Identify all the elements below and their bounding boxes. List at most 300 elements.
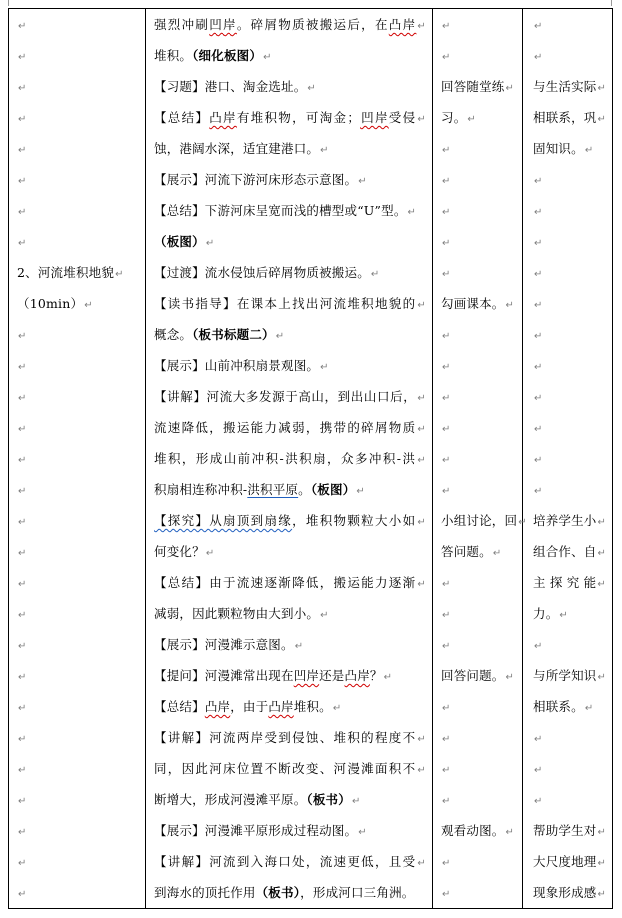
marked-text: 凸岸: [388, 17, 417, 32]
activity-text: 【提问】河漫滩常出现在: [154, 668, 294, 683]
design-intent-line: [523, 691, 612, 722]
design-intent-line-text: 与生活实际: [533, 79, 597, 94]
marked-text: 洪积平原: [247, 482, 299, 497]
teacher-activity-line: [146, 133, 432, 164]
student-activity-line: [433, 691, 522, 722]
paragraph-mark-icon: ↵: [534, 238, 543, 249]
paragraph-mark-icon: ↵: [370, 269, 380, 280]
design-intent-line: [523, 102, 612, 133]
student-activity-line-text: 答问题。: [441, 544, 492, 559]
teacher-activity-line: [146, 350, 432, 381]
paragraph-mark-icon: ↵: [442, 703, 451, 714]
student-activity-line: [433, 784, 522, 815]
paragraph-mark-icon: ↵: [442, 641, 451, 652]
activity-text: ，堆积物颗粒大小如: [292, 513, 417, 528]
paragraph-mark-icon: ↵: [442, 21, 451, 32]
teacher-activity-line: [146, 319, 432, 350]
paragraph-mark-icon: ↵: [205, 548, 215, 559]
paragraph-mark-icon: ↵: [442, 858, 451, 869]
design-intent-line: [523, 133, 612, 164]
activity-text: 。碎屑物质被搬运后，在: [236, 17, 389, 32]
marked-text: 凹岸: [293, 668, 320, 683]
paragraph-mark-icon: ↵: [442, 610, 451, 621]
design-intent-line: [523, 412, 612, 443]
paragraph-mark-icon: ↵: [584, 703, 594, 714]
design-intent-line-text: 组合作、自: [533, 544, 597, 559]
design-intent-line-text: 现象形成感: [533, 885, 597, 900]
paragraph-mark-icon: ↵: [442, 393, 451, 404]
paragraph-mark-icon: ↵: [534, 486, 543, 497]
design-intent-line: [523, 536, 612, 567]
paragraph-mark-icon: ↵: [534, 207, 543, 218]
paragraph-mark-icon: ↵: [442, 207, 451, 218]
paragraph-mark-icon: ↵: [18, 765, 27, 776]
paragraph-mark-icon: ↵: [505, 300, 515, 311]
paragraph-mark-icon: ↵: [442, 424, 451, 435]
paragraph-mark-icon: ↵: [205, 238, 215, 249]
design-intent-line: [523, 71, 612, 102]
paragraph-mark-icon: ↵: [597, 579, 606, 590]
content-line: [9, 164, 145, 195]
paragraph-mark-icon: ↵: [597, 83, 607, 94]
teacher-activity-line: [146, 536, 432, 567]
paragraph-mark-icon: ↵: [534, 269, 543, 280]
teacher-activity-line: [146, 412, 432, 443]
design-intent-line-text: 大尺度地理: [533, 854, 597, 869]
design-intent-line: [523, 753, 612, 784]
student-activity-line: [433, 598, 522, 629]
paragraph-mark-icon: ↵: [442, 765, 451, 776]
paragraph-mark-icon: ↵: [417, 21, 426, 32]
paragraph-mark-icon: ↵: [597, 672, 607, 683]
design-intent-line: [523, 40, 612, 71]
activity-text: 【总结】: [154, 699, 205, 714]
student-activity-line: [433, 381, 522, 412]
activity-text: 概念。: [154, 327, 193, 342]
design-intent-line: [523, 9, 612, 40]
board-note-text: （板图）: [310, 482, 356, 497]
board-note-text: （板书）: [306, 792, 351, 807]
paragraph-mark-icon: ↵: [505, 83, 515, 94]
paragraph-mark-icon: ↵: [18, 176, 27, 187]
paragraph-mark-icon: ↵: [18, 362, 27, 373]
teacher-activity-line: [146, 40, 432, 71]
paragraph-mark-icon: ↵: [18, 52, 27, 63]
paragraph-mark-icon: ↵: [320, 610, 329, 621]
paragraph-mark-icon: ↵: [505, 672, 515, 683]
student-activity-line: [433, 412, 522, 443]
marked-text: 凹岸: [360, 110, 389, 125]
activity-text: 【讲解】河流到入海口处，流速更低，且受: [154, 854, 417, 869]
student-activity-line: [433, 722, 522, 753]
activity-text: 【展示】山前冲积扇景观图。: [154, 358, 320, 373]
student-activity-column: [433, 9, 527, 909]
student-activity-line-text: 小组讨论，回: [441, 513, 518, 528]
paragraph-mark-icon: ↵: [18, 114, 27, 125]
content-line: [9, 753, 145, 784]
paragraph-mark-icon: ↵: [417, 517, 426, 528]
content-line: [9, 412, 145, 443]
student-activity-line: [433, 71, 522, 102]
design-intent-line: [523, 846, 612, 877]
paragraph-mark-icon: ↵: [18, 83, 27, 94]
teacher-activity-line: [146, 381, 432, 412]
content-line-text: 2、河流堆积地貌: [17, 265, 115, 280]
paragraph-mark-icon: ↵: [18, 610, 27, 621]
paragraph-mark-icon: ↵: [275, 331, 285, 342]
content-line-text: （10min）: [17, 296, 84, 311]
activity-text: 。: [298, 482, 311, 497]
student-activity-line: [433, 40, 522, 71]
paragraph-mark-icon: ↵: [534, 21, 543, 32]
lesson-plan-table: [8, 8, 613, 909]
content-line: [9, 288, 145, 319]
student-activity-line: [433, 226, 522, 257]
activity-text: 【展示】河漫滩示意图。: [154, 637, 294, 652]
content-line: [9, 71, 145, 102]
content-line: [9, 133, 145, 164]
marked-text: 凹岸: [209, 17, 237, 32]
student-activity-line: [433, 319, 522, 350]
paragraph-mark-icon: ↵: [358, 176, 367, 187]
activity-text: ，由于: [230, 699, 269, 714]
student-activity-line-text: 习。: [441, 110, 467, 125]
design-intent-line: [523, 257, 612, 288]
paragraph-mark-icon: ↵: [597, 114, 607, 125]
student-activity-line-text: 回答随堂练: [441, 79, 505, 94]
teaching-content-column: [9, 9, 146, 909]
activity-text: 堆积，形成山前冲积-洪积扇，众多冲积-洪: [154, 451, 417, 466]
paragraph-mark-icon: ↵: [351, 796, 361, 807]
activity-text: 【展示】河流下游河床形态示意图。: [154, 172, 358, 187]
paragraph-mark-icon: ↵: [18, 703, 27, 714]
paragraph-mark-icon: ↵: [263, 52, 272, 63]
design-intent-line-text: 相联系，巩: [533, 110, 597, 125]
page-corner-mark-right: [611, 0, 612, 6]
design-intent-line: [523, 381, 612, 412]
teacher-activity-column: [146, 9, 433, 909]
student-activity-line: [433, 288, 522, 319]
student-activity-line: [433, 133, 522, 164]
paragraph-mark-icon: ↵: [584, 145, 594, 156]
paragraph-mark-icon: ↵: [18, 455, 27, 466]
marked-text: 凸岸: [268, 699, 294, 714]
paragraph-mark-icon: ↵: [417, 300, 426, 311]
activity-text: 【讲解】河流大多发源于高山，到出山口后，: [154, 389, 417, 404]
activity-text: 【总结】由于流速逐渐降低，搬运能力逐渐: [154, 575, 417, 590]
paragraph-mark-icon: ↵: [597, 827, 607, 838]
teacher-activity-line: [146, 9, 432, 40]
paragraph-mark-icon: ↵: [18, 734, 27, 745]
teacher-activity-line: [146, 877, 432, 908]
activity-text: 【读书指导】在课本上找出河流堆积地貌的: [154, 296, 417, 311]
paragraph-mark-icon: ↵: [442, 889, 451, 900]
content-line: [9, 536, 145, 567]
paragraph-mark-icon: ↵: [467, 114, 476, 125]
paragraph-mark-icon: ↵: [18, 238, 27, 249]
paragraph-mark-icon: ↵: [18, 858, 27, 869]
design-intent-line: [523, 629, 612, 660]
teacher-activity-line: [146, 505, 432, 536]
paragraph-mark-icon: ↵: [417, 734, 426, 745]
design-intent-line-text: 帮助学生对: [533, 823, 597, 838]
student-activity-line: [433, 9, 522, 40]
content-line: [9, 319, 145, 350]
student-activity-line: [433, 877, 522, 908]
design-intent-line: [523, 350, 612, 381]
paragraph-mark-icon: ↵: [358, 827, 367, 838]
paragraph-mark-icon: ↵: [534, 176, 543, 187]
teacher-activity-line: [146, 102, 432, 133]
paragraph-mark-icon: ↵: [534, 455, 543, 466]
activity-text: 同，因此河床位置不断改变、河漫滩面积不: [154, 761, 417, 776]
activity-text: 何变化？: [154, 544, 205, 559]
content-line: [9, 102, 145, 133]
activity-text: 【过渡】流水侵蚀后碎屑物质被搬运。: [154, 265, 370, 280]
design-intent-line: [523, 877, 612, 908]
activity-text: 断增大，形成河漫滩平原。: [154, 792, 307, 807]
content-line: [9, 691, 145, 722]
paragraph-mark-icon: ↵: [417, 858, 426, 869]
teacher-activity-line: [146, 691, 432, 722]
content-line: [9, 226, 145, 257]
design-intent-line: [523, 815, 612, 846]
paragraph-mark-icon: ↵: [18, 796, 27, 807]
activity-text: 【总结】: [154, 110, 210, 125]
design-intent-line-text: 力。: [533, 606, 559, 621]
student-activity-line: [433, 505, 527, 536]
paragraph-mark-icon: ↵: [442, 796, 451, 807]
design-intent-line: [523, 722, 612, 753]
activity-text: 【讲解】河流两岸受到侵蚀、堆积的程度不: [154, 730, 417, 745]
paragraph-mark-icon: ↵: [18, 486, 27, 497]
design-intent-line: [523, 505, 612, 536]
teacher-activity-line: [146, 660, 432, 691]
paragraph-mark-icon: ↵: [442, 455, 451, 466]
student-activity-line: [433, 257, 522, 288]
teacher-activity-line: [146, 784, 432, 815]
paragraph-mark-icon: ↵: [18, 641, 27, 652]
paragraph-mark-icon: ↵: [534, 734, 543, 745]
paragraph-mark-icon: ↵: [534, 393, 543, 404]
activity-text: 【习题】港口、淘金选址。: [154, 79, 307, 94]
design-intent-line: [523, 195, 612, 226]
design-intent-line: [523, 226, 612, 257]
board-note-text: （板书）: [255, 885, 301, 900]
student-activity-line-text: 勾画课本。: [441, 296, 505, 311]
activity-text: 流速降低，搬运能力减弱，携带的碎屑物质: [154, 420, 417, 435]
teacher-activity-line: [146, 71, 432, 102]
paragraph-mark-icon: ↵: [559, 610, 568, 621]
paragraph-mark-icon: ↵: [383, 672, 393, 683]
content-line: [9, 195, 145, 226]
board-note-text: （板书标题二）: [192, 327, 275, 342]
paragraph-mark-icon: ↵: [492, 548, 502, 559]
paragraph-mark-icon: ↵: [18, 424, 27, 435]
paragraph-mark-icon: ↵: [534, 331, 543, 342]
teacher-activity-line: [146, 288, 432, 319]
activity-text: 受侵: [388, 110, 417, 125]
design-intent-line-text: 相联系。: [533, 699, 584, 714]
activity-text: 还是: [319, 668, 345, 683]
design-intent-line: [523, 319, 612, 350]
teacher-activity-line: [146, 753, 432, 784]
student-activity-line: [433, 846, 522, 877]
student-activity-line: [433, 164, 522, 195]
design-intent-column: [523, 9, 613, 909]
paragraph-mark-icon: ↵: [84, 300, 93, 311]
content-line: [9, 567, 145, 598]
design-intent-line: [523, 474, 612, 505]
marked-text: 凸岸: [204, 699, 231, 714]
paragraph-mark-icon: ↵: [534, 765, 543, 776]
activity-text: 【总结】下游河床呈宽而浅的槽型或“U”型。: [154, 203, 407, 218]
teacher-activity-line: [146, 567, 432, 598]
activity-text: 【展示】河漫滩平原形成过程动图。: [154, 823, 358, 838]
student-activity-line-text: 回答问题。: [441, 668, 505, 683]
content-line: [9, 660, 145, 691]
paragraph-mark-icon: ↵: [417, 455, 426, 466]
paragraph-mark-icon: ↵: [597, 858, 607, 869]
student-activity-line-text: 观看动图。: [441, 823, 505, 838]
design-intent-line: [523, 164, 612, 195]
paragraph-mark-icon: ↵: [442, 362, 451, 373]
design-intent-line: [523, 660, 612, 691]
activity-text: 积扇相连称冲积-: [154, 482, 248, 497]
content-line: [9, 257, 145, 288]
student-activity-line: [433, 629, 522, 660]
content-line: [9, 505, 145, 536]
student-activity-line: [433, 443, 522, 474]
design-intent-line-text: 培养学生小: [533, 513, 597, 528]
teacher-activity-line: [146, 846, 432, 877]
paragraph-mark-icon: ↵: [417, 765, 426, 776]
content-line: [9, 474, 145, 505]
student-activity-line: [433, 567, 522, 598]
design-intent-line: [523, 443, 612, 474]
paragraph-mark-icon: ↵: [115, 269, 124, 280]
paragraph-mark-icon: ↵: [417, 114, 426, 125]
paragraph-mark-icon: ↵: [320, 145, 329, 156]
teacher-activity-line: [146, 443, 432, 474]
teacher-activity-line: [146, 257, 432, 288]
marked-text: 【探究】从扇顶到扇缘: [154, 513, 293, 528]
activity-text: 强烈冲刷: [154, 17, 210, 32]
student-activity-line: [433, 753, 522, 784]
marked-text: 凸岸: [344, 668, 370, 683]
paragraph-mark-icon: ↵: [534, 362, 543, 373]
student-activity-line: [433, 815, 522, 846]
design-intent-line-text: 固知识。: [533, 141, 584, 156]
paragraph-mark-icon: ↵: [534, 424, 543, 435]
paragraph-mark-icon: ↵: [442, 269, 451, 280]
paragraph-mark-icon: ↵: [18, 331, 27, 342]
paragraph-mark-icon: ↵: [294, 641, 304, 652]
paragraph-mark-icon: ↵: [442, 176, 451, 187]
paragraph-mark-icon: ↵: [518, 517, 527, 528]
activity-text: ，形成河口三角洲。: [300, 885, 415, 900]
content-line: [9, 381, 145, 412]
paragraph-mark-icon: ↵: [442, 734, 451, 745]
paragraph-mark-icon: ↵: [18, 548, 27, 559]
board-note-text: （细化板图）: [192, 48, 263, 63]
content-line: [9, 40, 145, 71]
paragraph-mark-icon: ↵: [597, 517, 607, 528]
teacher-activity-line: [146, 226, 432, 257]
paragraph-mark-icon: ↵: [18, 889, 27, 900]
student-activity-line: [433, 474, 522, 505]
paragraph-mark-icon: ↵: [534, 52, 543, 63]
student-activity-line: [433, 350, 522, 381]
content-line: [9, 629, 145, 660]
lesson-plan-row: [9, 9, 613, 909]
paragraph-mark-icon: ↵: [534, 796, 543, 807]
content-line: [9, 877, 145, 908]
student-activity-line: [433, 660, 522, 691]
paragraph-mark-icon: ↵: [442, 579, 451, 590]
design-intent-line-text: 与所学知识: [533, 668, 597, 683]
paragraph-mark-icon: ↵: [417, 393, 426, 404]
page-corner-mark-left: [8, 0, 9, 6]
content-line: [9, 722, 145, 753]
paragraph-mark-icon: ↵: [417, 579, 426, 590]
design-intent-line-text: 主 探 究 能: [533, 575, 597, 590]
design-intent-line: [523, 288, 612, 319]
paragraph-mark-icon: ↵: [18, 517, 27, 528]
content-line: [9, 846, 145, 877]
activity-text: 堆积。: [293, 699, 332, 714]
paragraph-mark-icon: ↵: [18, 579, 27, 590]
paragraph-mark-icon: ↵: [442, 145, 451, 156]
board-note-text: （板图）: [154, 234, 205, 249]
activity-text: 堆积。: [154, 48, 193, 63]
paragraph-mark-icon: ↵: [332, 703, 342, 714]
student-activity-line: [433, 102, 522, 133]
student-activity-line: [433, 536, 522, 567]
paragraph-mark-icon: ↵: [442, 486, 451, 497]
activity-text: 蚀，港阔水深，适宜建港口。: [154, 141, 320, 156]
paragraph-mark-icon: ↵: [407, 207, 417, 218]
paragraph-mark-icon: ↵: [417, 424, 426, 435]
paragraph-mark-icon: ↵: [18, 21, 27, 32]
activity-text: ？: [369, 668, 383, 683]
content-line: [9, 598, 145, 629]
paragraph-mark-icon: ↵: [18, 145, 27, 156]
design-intent-line: [523, 784, 612, 815]
teacher-activity-line: [146, 722, 432, 753]
activity-text: 减弱，因此颗粒物由大到小。: [154, 606, 320, 621]
teacher-activity-line: [146, 195, 432, 226]
paragraph-mark-icon: ↵: [356, 486, 365, 497]
teacher-activity-line: [146, 474, 432, 505]
content-line: [9, 9, 145, 40]
activity-text: 到海水的顶托作用: [154, 885, 256, 900]
design-intent-line: [523, 598, 612, 629]
paragraph-mark-icon: ↵: [534, 641, 543, 652]
paragraph-mark-icon: ↵: [505, 827, 515, 838]
teacher-activity-line: [146, 629, 432, 660]
content-line: [9, 443, 145, 474]
paragraph-mark-icon: ↵: [320, 362, 329, 373]
content-line: [9, 350, 145, 381]
activity-text: 有堆积物，可淘金；: [236, 110, 361, 125]
student-activity-line: [433, 195, 522, 226]
teacher-activity-line: [146, 598, 432, 629]
paragraph-mark-icon: ↵: [18, 827, 27, 838]
teacher-activity-line: [146, 815, 432, 846]
paragraph-mark-icon: ↵: [442, 52, 451, 63]
paragraph-mark-icon: ↵: [534, 300, 543, 311]
